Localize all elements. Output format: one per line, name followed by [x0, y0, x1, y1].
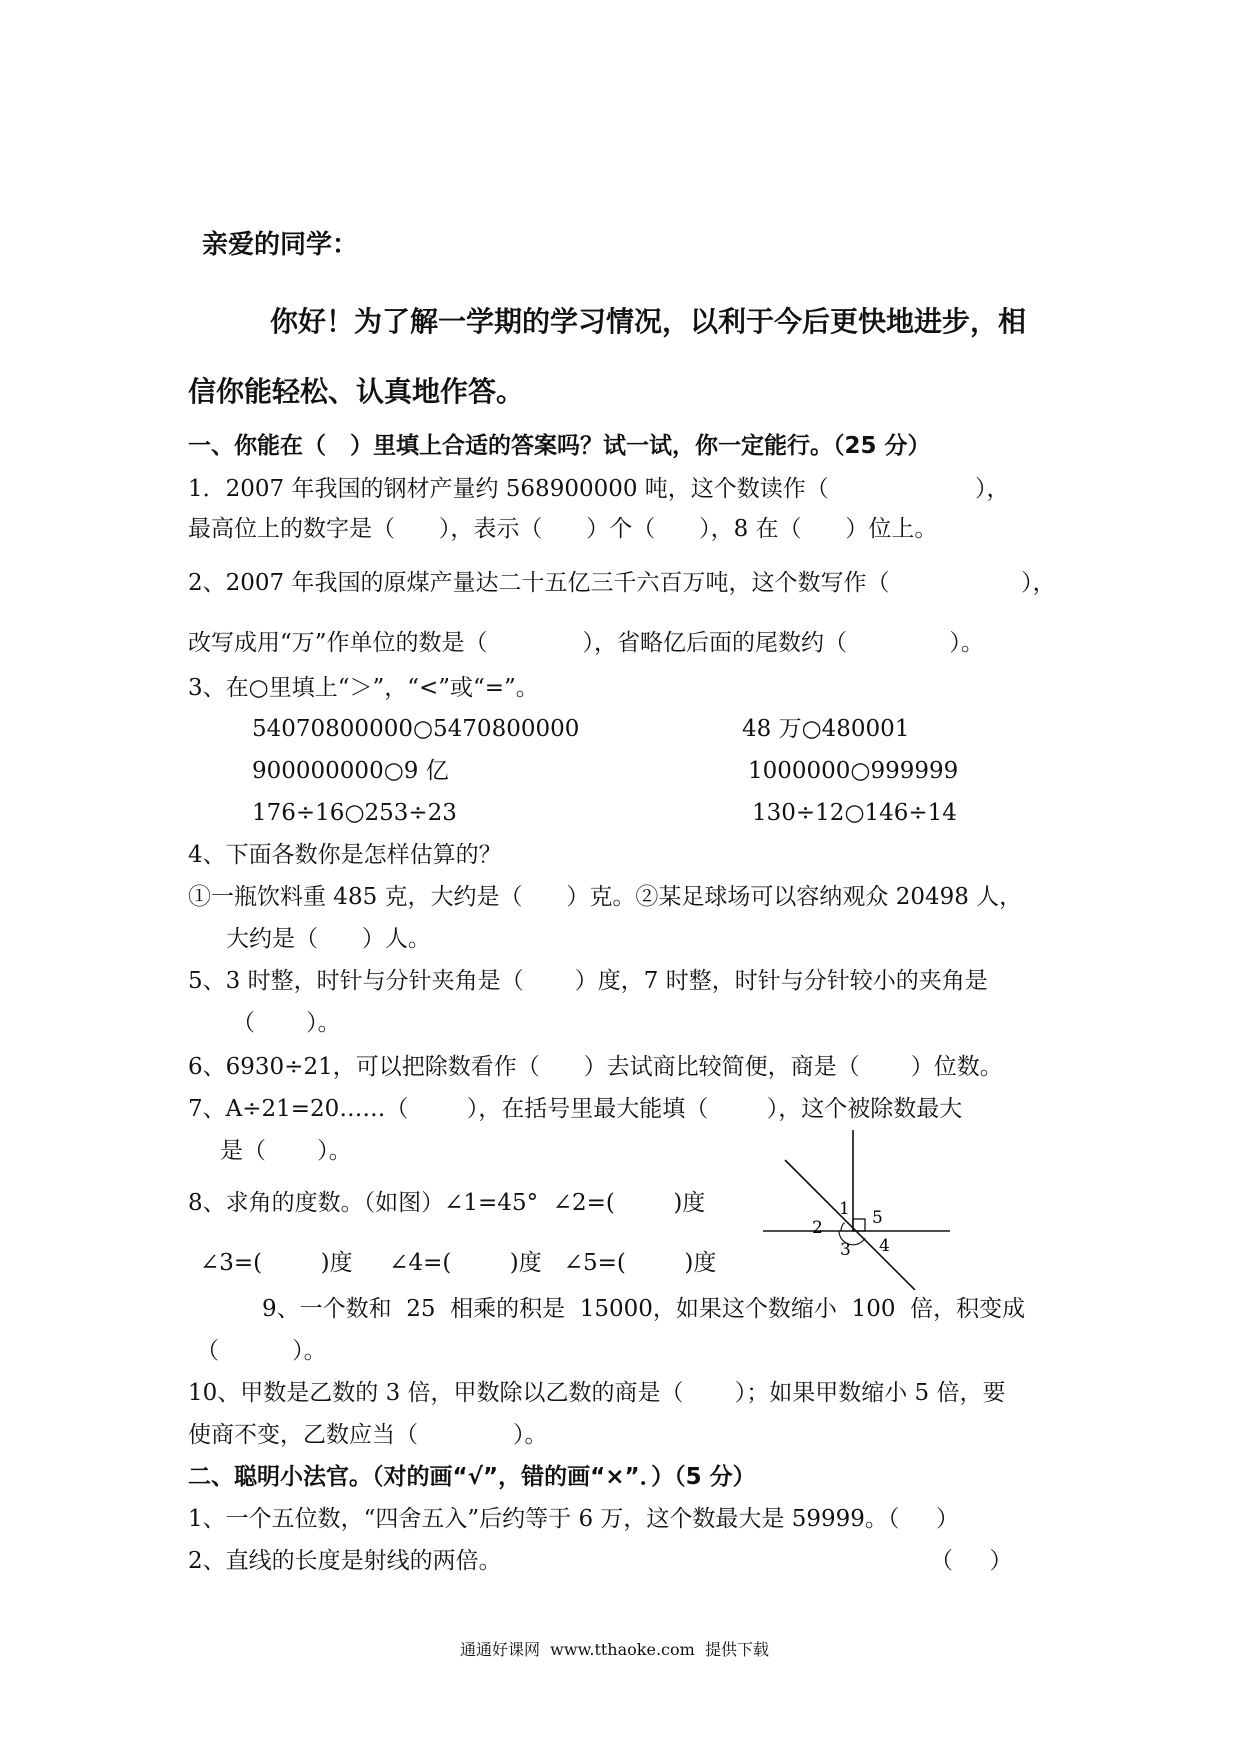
s2-q2-paren: （ ） — [930, 1548, 1013, 1574]
s2-q2-text: 2、直线的长度是射线的两倍。 — [188, 1548, 502, 1574]
q2-line-1: 2、2007 年我国的原煤产量达二十五亿三千六百万吨，这个数写作（ ）， — [188, 570, 1056, 596]
section-1-title: 一、你能在（ ）里填上合适的答案吗？试一试，你一定能行。（25 分） — [188, 433, 931, 459]
greeting: 亲爱的同学： — [202, 230, 359, 260]
q7-line-2: 是（ ）。 — [220, 1138, 352, 1164]
q9-line-1: 9、一个数和 25 相乘的积是 15000，如果这个数缩小 100 倍，积变成 — [262, 1296, 1026, 1322]
q10-line-2: 使商不变，乙数应当（ ）。 — [188, 1422, 548, 1448]
section-2-title: 二、聪明小法官。（对的画“√”，错的画“×”．）（5 分） — [188, 1464, 756, 1490]
q3-item-5: 176÷16○253÷23 — [252, 800, 457, 826]
q4-line-1: 4、下面各数你是怎样估算的？ — [188, 842, 502, 868]
q10-line-1: 10、甲数是乙数的 3 倍，甲数除以乙数的商是（ ）；如果甲数缩小 5 倍，要 — [188, 1380, 1006, 1406]
diagonal-line — [785, 1160, 915, 1290]
q1-line-1: 1．2007 年我国的钢材产量约 568900000 吨，这个数读作（ ）， — [188, 476, 1010, 502]
angle-figure — [755, 1130, 955, 1290]
figure-label-5: 5 — [872, 1208, 883, 1228]
q3-item-3: 900000000○9 亿 — [252, 758, 449, 784]
q3-item-1: 54070800000○5470800000 — [252, 716, 580, 742]
figure-label-2: 2 — [812, 1218, 823, 1238]
figure-label-1: 1 — [839, 1199, 850, 1219]
figure-label-4: 4 — [879, 1236, 890, 1256]
q3-item-2: 48 万○480001 — [742, 716, 910, 742]
q9-line-2: （ ）。 — [196, 1338, 327, 1364]
q3-item-4: 1000000○999999 — [748, 758, 959, 784]
s2-q1: 1、一个五位数，“四舍五入”后约等于 6 万，这个数最大是 59999。（ ） — [188, 1506, 959, 1532]
q3-item-6: 130÷12○146÷14 — [752, 800, 957, 826]
footer: 通通好课网 www.tthaoke.com 提供下载 — [460, 1640, 769, 1659]
q8-line-2: ∠3=( )度 ∠4=( )度 ∠5=( )度 — [200, 1250, 717, 1276]
figure-label-3: 3 — [840, 1240, 851, 1260]
q4-line-2: ①一瓶饮料重 485 克，大约是（ ）克。②某足球场可以容纳观众 20498 人， — [188, 884, 1023, 910]
q5-line-2: （ ）。 — [232, 1010, 341, 1036]
intro-line-1: 你好！为了解一学期的学习情况，以利于今后更快地进步，相 — [270, 305, 1027, 338]
intro-line-2: 信你能轻松、认真地作答。 — [188, 375, 525, 408]
q3-line-1: 3、在○里填上“＞”，“<”或“=”。 — [188, 675, 539, 701]
q7-line-1: 7、A÷21=20……（ ），在括号里最大能填（ ），这个被除数最大 — [188, 1096, 963, 1122]
q2-line-2: 改写成用“万”作单位的数是（ ），省略亿后面的尾数约（ ）。 — [188, 630, 984, 656]
q5-line-1: 5、3 时整，时针与分针夹角是（ ）度，7 时整，时针与分针较小的夹角是 — [188, 968, 988, 994]
q6: 6、6930÷21，可以把除数看作（ ）去试商比较简便，商是（ ）位数。 — [188, 1054, 1003, 1080]
q8-line-1: 8、求角的度数。（如图）∠1=45° ∠2=( )度 — [188, 1190, 706, 1216]
angle-2-arc — [841, 1223, 845, 1232]
q1-line-2: 最高位上的数字是（ ），表示（ ）个（ ），8 在（ ）位上。 — [188, 516, 938, 542]
q4-line-3: 大约是（ ）人。 — [226, 926, 431, 952]
